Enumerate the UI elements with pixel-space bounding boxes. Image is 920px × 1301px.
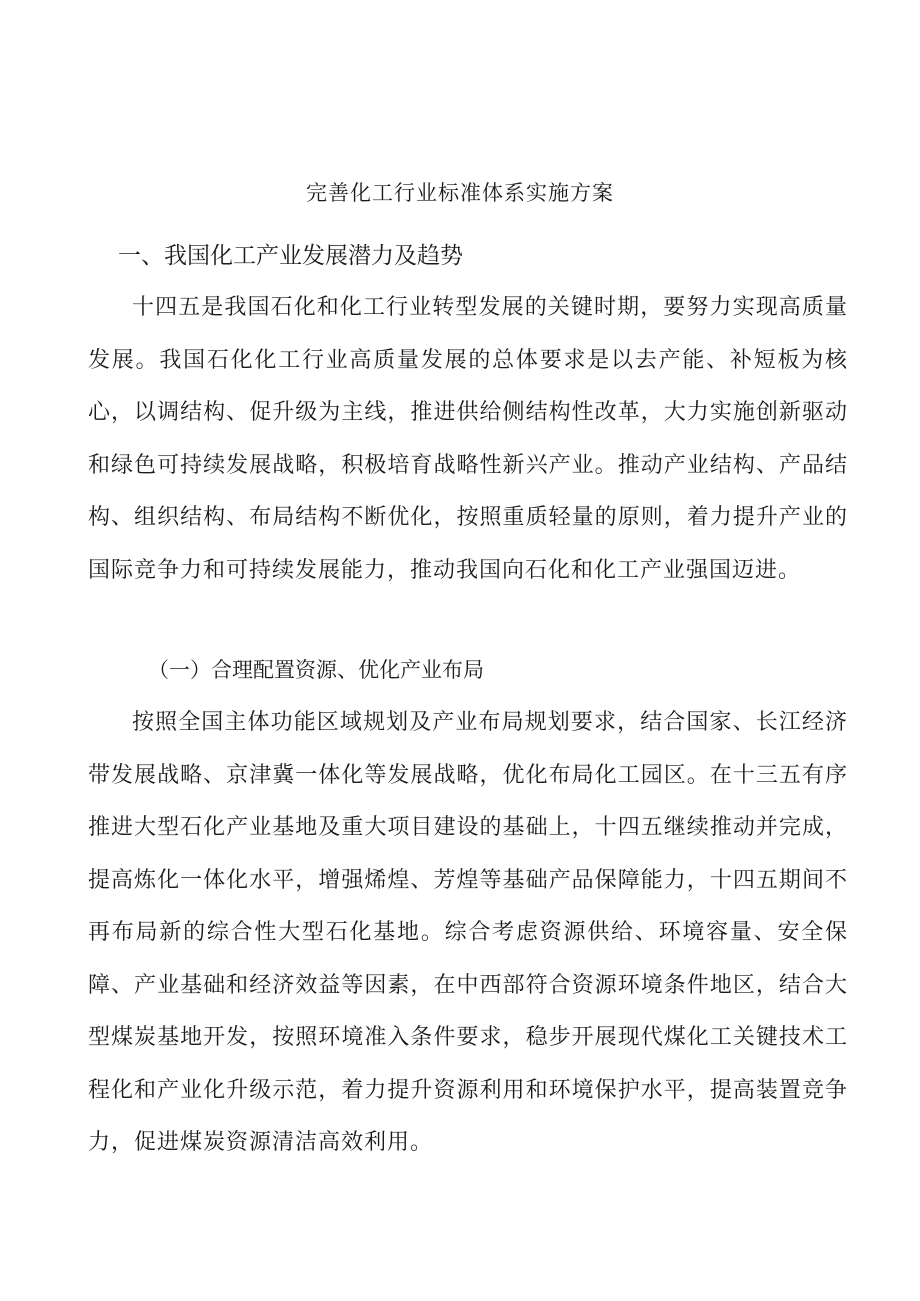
- body-paragraph: 按照全国主体功能区域规划及产业布局规划要求，结合国家、长江经济带发展战略、京津冀一体化等发展战略，优化布局化工园区。在十三五有序推进大型石化产业基地及重大项目建设的基础上，十四五继续推动并完成，提高炼化一体化水平，增强烯煌、芳煌等基础产品保障能力，十四五期间不再布局新的综合性大型石化基地。综合考虑资源供给、环境容量、安全保障、产业基础和经济效益等因素，在中西部符合资源环境条件地区，结合大型煤炭基地开发，按照环境准入条件要求，稳步开展现代煤化工关键技术工程化和产业化升级示范，着力提升资源利用和环境保护水平，提高装置竞争力，促进煤炭资源清洁高效利用。: [88, 710, 848, 1155]
- subsection-heading: （一）合理配置资源、优化产业布局: [148, 658, 484, 682]
- document-title: 完善化工行业标准体系实施方案: [306, 181, 614, 205]
- section-heading: 一、我国化工产业发展潜力及趋势: [118, 243, 463, 269]
- body-paragraph: 十四五是我国石化和化工行业转型发展的关键时期，要努力实现高质量发展。我国石化化工行业高质量发展的总体要求是以去产能、补短板为核心，以调结构、促升级为主线，推进供给侧结构性改革，大力实施创新驱动和绿色可持续发展战略，积极培育战略性新兴产业。推动产业结构、产品结构、组织结构、布局结构不断优化，按照重质轻量的原则，着力提升产业的国际竞争力和可持续发展能力，推动我国向石化和化工产业强国迈进。: [88, 295, 848, 583]
